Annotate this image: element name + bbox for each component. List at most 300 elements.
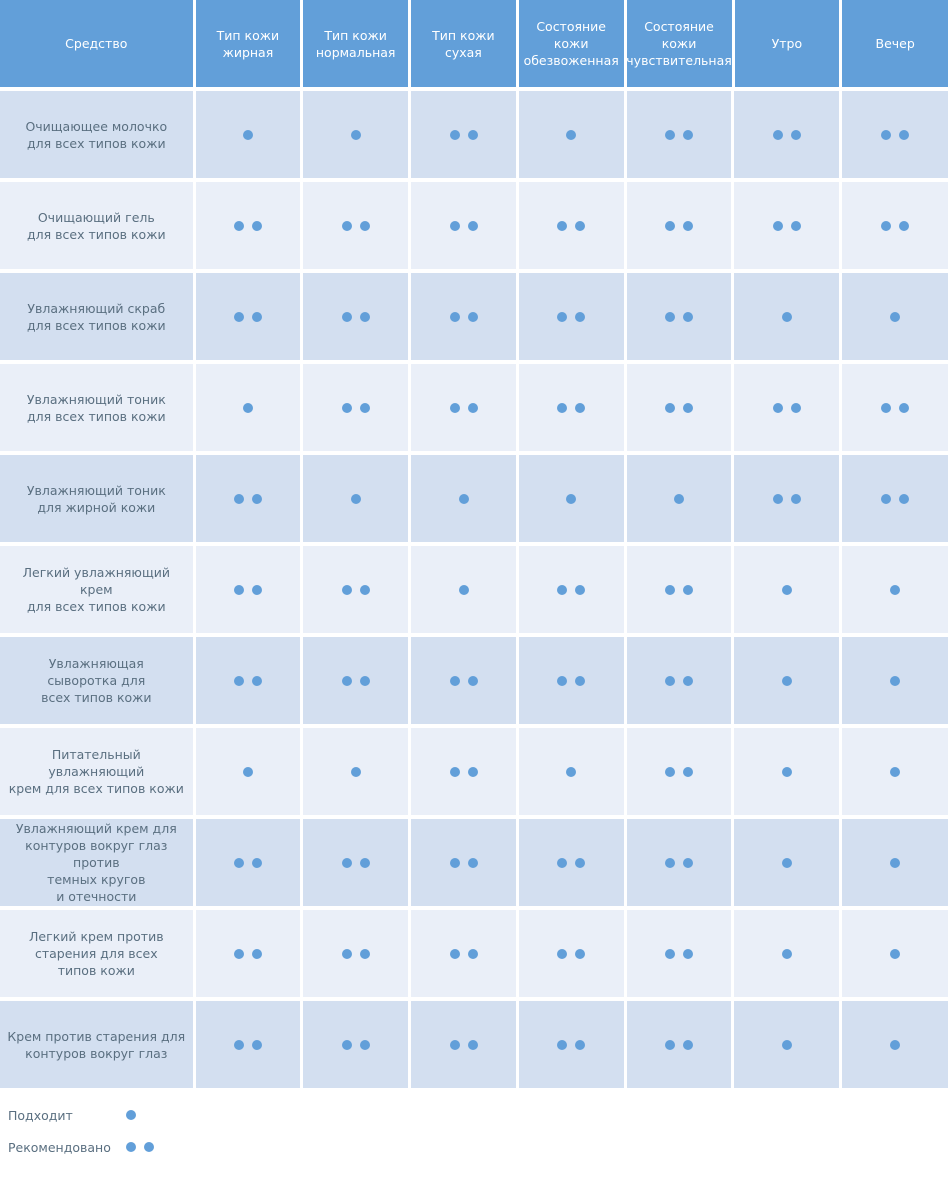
dot-icon bbox=[450, 676, 460, 686]
dot-icon bbox=[468, 767, 478, 777]
recommended-rating bbox=[234, 949, 262, 959]
rating-normal bbox=[303, 637, 408, 724]
dot-icon bbox=[791, 130, 801, 140]
dot-icon bbox=[252, 494, 262, 504]
dot-icon bbox=[791, 221, 801, 231]
product-name: Увлажняющий тоник для жирной кожи bbox=[0, 455, 193, 542]
legend-double-dot bbox=[126, 1142, 154, 1152]
dot-icon bbox=[342, 403, 352, 413]
dot-icon bbox=[665, 130, 675, 140]
recommended-rating bbox=[450, 949, 478, 959]
rating-dry bbox=[411, 910, 516, 997]
rating-normal bbox=[303, 819, 408, 906]
dot-icon bbox=[890, 949, 900, 959]
dot-icon bbox=[683, 767, 693, 777]
suitable-rating bbox=[351, 130, 361, 140]
dot-icon bbox=[342, 676, 352, 686]
dot-icon bbox=[234, 676, 244, 686]
recommended-rating bbox=[234, 312, 262, 322]
rating-morning bbox=[734, 910, 839, 997]
dot-icon bbox=[782, 767, 792, 777]
dot-icon bbox=[890, 1040, 900, 1050]
dot-icon bbox=[468, 221, 478, 231]
dot-icon bbox=[360, 858, 370, 868]
rating-sensitive bbox=[627, 910, 732, 997]
rating-oily bbox=[196, 728, 301, 815]
rating-sensitive bbox=[627, 637, 732, 724]
dot-icon bbox=[665, 676, 675, 686]
rating-dry bbox=[411, 728, 516, 815]
rating-oily bbox=[196, 182, 301, 269]
table-row bbox=[0, 910, 948, 997]
dot-icon bbox=[360, 676, 370, 686]
table-body bbox=[0, 91, 948, 1088]
rating-sensitive bbox=[627, 273, 732, 360]
rating-evening bbox=[842, 819, 948, 906]
dot-icon bbox=[575, 312, 585, 322]
rating-morning bbox=[734, 364, 839, 451]
suitable-rating bbox=[782, 585, 792, 595]
dot-icon bbox=[665, 858, 675, 868]
dot-icon bbox=[557, 949, 567, 959]
dot-icon bbox=[881, 494, 891, 504]
recommended-rating bbox=[665, 221, 693, 231]
dot-icon bbox=[342, 949, 352, 959]
dot-icon bbox=[234, 1040, 244, 1050]
dot-icon bbox=[468, 312, 478, 322]
recommended-rating bbox=[450, 767, 478, 777]
product-name: Легкий увлажняющий крем для всех типов кожи bbox=[0, 546, 193, 633]
dot-icon bbox=[665, 585, 675, 595]
legend-suitable-label: Подходит bbox=[8, 1107, 73, 1123]
product-name: Увлажняющий крем для контуров вокруг глаз против темных кругов и отечности bbox=[0, 819, 193, 906]
recommended-rating bbox=[234, 676, 262, 686]
dot-icon bbox=[575, 585, 585, 595]
rating-evening bbox=[842, 910, 948, 997]
rating-normal bbox=[303, 364, 408, 451]
dot-icon bbox=[881, 130, 891, 140]
dot-icon bbox=[144, 1142, 154, 1152]
dot-icon bbox=[126, 1142, 136, 1152]
dot-icon bbox=[252, 858, 262, 868]
recommended-rating bbox=[557, 949, 585, 959]
dot-icon bbox=[450, 858, 460, 868]
legend-recommended-label: Рекомендовано bbox=[8, 1139, 111, 1155]
suitable-rating bbox=[782, 858, 792, 868]
product-name: Очищающий гель для всех типов кожи bbox=[0, 182, 193, 269]
rating-evening bbox=[842, 455, 948, 542]
rating-evening bbox=[842, 182, 948, 269]
recommended-rating bbox=[665, 1040, 693, 1050]
product-name: Очищающее молочко для всех типов кожи bbox=[0, 91, 193, 178]
dot-icon bbox=[683, 585, 693, 595]
dot-icon bbox=[243, 403, 253, 413]
dot-icon bbox=[450, 130, 460, 140]
dot-icon bbox=[773, 221, 783, 231]
rating-morning bbox=[734, 182, 839, 269]
dot-icon bbox=[360, 221, 370, 231]
rating-morning bbox=[734, 637, 839, 724]
dot-icon bbox=[557, 858, 567, 868]
dot-icon bbox=[234, 494, 244, 504]
recommended-rating bbox=[342, 585, 370, 595]
table-row bbox=[0, 364, 948, 451]
recommended-rating bbox=[665, 767, 693, 777]
dot-icon bbox=[126, 1110, 136, 1120]
recommended-rating bbox=[665, 130, 693, 140]
dot-icon bbox=[557, 1040, 567, 1050]
legend-suitable bbox=[8, 1104, 154, 1126]
rating-dry bbox=[411, 273, 516, 360]
table-row bbox=[0, 1001, 948, 1088]
rating-oily bbox=[196, 273, 301, 360]
suitable-rating bbox=[566, 130, 576, 140]
recommended-rating bbox=[234, 494, 262, 504]
suitable-rating bbox=[243, 130, 253, 140]
dot-icon bbox=[459, 585, 469, 595]
recommended-rating bbox=[881, 221, 909, 231]
dot-icon bbox=[899, 494, 909, 504]
suitable-rating bbox=[566, 494, 576, 504]
dot-icon bbox=[468, 130, 478, 140]
recommended-rating bbox=[665, 858, 693, 868]
recommended-rating bbox=[773, 403, 801, 413]
recommended-rating bbox=[450, 1040, 478, 1050]
dot-icon bbox=[557, 403, 567, 413]
dot-icon bbox=[575, 676, 585, 686]
dot-icon bbox=[665, 1040, 675, 1050]
rating-sensitive bbox=[627, 819, 732, 906]
dot-icon bbox=[450, 949, 460, 959]
dot-icon bbox=[468, 1040, 478, 1050]
dot-icon bbox=[450, 403, 460, 413]
dot-icon bbox=[683, 130, 693, 140]
dot-icon bbox=[782, 676, 792, 686]
recommended-rating bbox=[557, 403, 585, 413]
recommended-rating bbox=[342, 676, 370, 686]
recommended-rating bbox=[342, 858, 370, 868]
suitable-rating bbox=[243, 767, 253, 777]
dot-icon bbox=[252, 312, 262, 322]
dot-icon bbox=[360, 585, 370, 595]
dot-icon bbox=[243, 130, 253, 140]
table-row bbox=[0, 273, 948, 360]
rating-evening bbox=[842, 637, 948, 724]
dot-icon bbox=[468, 858, 478, 868]
product-name: Легкий крем против старения для всех типов кожи bbox=[0, 910, 193, 997]
rating-oily bbox=[196, 455, 301, 542]
recommended-rating bbox=[665, 312, 693, 322]
rating-dehydrated bbox=[519, 910, 624, 997]
dot-icon bbox=[665, 949, 675, 959]
dot-icon bbox=[360, 949, 370, 959]
suitable-rating bbox=[890, 858, 900, 868]
dot-icon bbox=[683, 949, 693, 959]
suitable-rating bbox=[890, 767, 900, 777]
dot-icon bbox=[360, 1040, 370, 1050]
dot-icon bbox=[683, 221, 693, 231]
table-row bbox=[0, 819, 948, 906]
recommended-rating bbox=[881, 494, 909, 504]
dot-icon bbox=[683, 676, 693, 686]
recommended-rating bbox=[234, 221, 262, 231]
table-row bbox=[0, 546, 948, 633]
rating-oily bbox=[196, 1001, 301, 1088]
dot-icon bbox=[782, 1040, 792, 1050]
dot-icon bbox=[791, 403, 801, 413]
recommended-rating bbox=[665, 585, 693, 595]
dot-icon bbox=[782, 312, 792, 322]
dot-icon bbox=[575, 221, 585, 231]
recommended-rating bbox=[234, 858, 262, 868]
suitable-rating bbox=[459, 585, 469, 595]
suitable-rating bbox=[351, 494, 361, 504]
dot-icon bbox=[899, 403, 909, 413]
rating-normal bbox=[303, 91, 408, 178]
suitable-rating bbox=[890, 949, 900, 959]
header-dehydrated: Состояние кожи обезвоженная bbox=[519, 0, 624, 87]
rating-evening bbox=[842, 1001, 948, 1088]
recommended-rating bbox=[557, 676, 585, 686]
header-oily: Тип кожи жирная bbox=[196, 0, 301, 87]
suitable-rating bbox=[890, 585, 900, 595]
dot-icon bbox=[234, 221, 244, 231]
recommended-rating bbox=[557, 1040, 585, 1050]
recommended-rating bbox=[342, 949, 370, 959]
recommended-rating bbox=[450, 130, 478, 140]
dot-icon bbox=[773, 130, 783, 140]
product-name: Увлажняющий скраб для всех типов кожи bbox=[0, 273, 193, 360]
dot-icon bbox=[234, 858, 244, 868]
dot-icon bbox=[234, 312, 244, 322]
recommended-rating bbox=[881, 130, 909, 140]
dot-icon bbox=[360, 403, 370, 413]
product-name: Увлажняющая сыворотка для всех типов кожи bbox=[0, 637, 193, 724]
suitable-rating bbox=[782, 312, 792, 322]
dot-icon bbox=[450, 312, 460, 322]
dot-icon bbox=[360, 312, 370, 322]
dot-icon bbox=[557, 221, 567, 231]
rating-normal bbox=[303, 728, 408, 815]
rating-oily bbox=[196, 546, 301, 633]
rating-normal bbox=[303, 182, 408, 269]
suitable-rating bbox=[890, 1040, 900, 1050]
rating-morning bbox=[734, 819, 839, 906]
table-header bbox=[0, 0, 948, 87]
header-evening: Вечер bbox=[842, 0, 948, 87]
dot-icon bbox=[773, 494, 783, 504]
rating-normal bbox=[303, 910, 408, 997]
table-row bbox=[0, 728, 948, 815]
dot-icon bbox=[881, 403, 891, 413]
dot-icon bbox=[773, 403, 783, 413]
suitable-rating bbox=[890, 312, 900, 322]
rating-morning bbox=[734, 455, 839, 542]
rating-evening bbox=[842, 728, 948, 815]
rating-dehydrated bbox=[519, 455, 624, 542]
dot-icon bbox=[243, 767, 253, 777]
dot-icon bbox=[252, 1040, 262, 1050]
dot-icon bbox=[450, 767, 460, 777]
recommended-rating bbox=[342, 312, 370, 322]
rating-evening bbox=[842, 364, 948, 451]
rating-evening bbox=[842, 91, 948, 178]
product-name: Питательный увлажняющий крем для всех типов кожи bbox=[0, 728, 193, 815]
dot-icon bbox=[575, 1040, 585, 1050]
header-product: Средство bbox=[0, 0, 193, 87]
dot-icon bbox=[450, 1040, 460, 1050]
recommended-rating bbox=[773, 494, 801, 504]
rating-evening bbox=[842, 273, 948, 360]
suitable-rating bbox=[782, 1040, 792, 1050]
dot-icon bbox=[342, 312, 352, 322]
rating-morning bbox=[734, 546, 839, 633]
recommended-rating bbox=[665, 676, 693, 686]
dot-icon bbox=[234, 949, 244, 959]
rating-dehydrated bbox=[519, 91, 624, 178]
dot-icon bbox=[566, 494, 576, 504]
recommended-rating bbox=[557, 585, 585, 595]
dot-icon bbox=[782, 949, 792, 959]
rating-dry bbox=[411, 91, 516, 178]
dot-icon bbox=[342, 585, 352, 595]
rating-normal bbox=[303, 546, 408, 633]
header-morning: Утро bbox=[735, 0, 840, 87]
dot-icon bbox=[566, 767, 576, 777]
dot-icon bbox=[342, 858, 352, 868]
rating-dehydrated bbox=[519, 637, 624, 724]
dot-icon bbox=[351, 494, 361, 504]
rating-dry bbox=[411, 1001, 516, 1088]
dot-icon bbox=[468, 403, 478, 413]
dot-icon bbox=[252, 221, 262, 231]
dot-icon bbox=[557, 312, 567, 322]
recommended-rating bbox=[342, 1040, 370, 1050]
rating-sensitive bbox=[627, 182, 732, 269]
recommended-rating bbox=[450, 221, 478, 231]
dot-icon bbox=[890, 767, 900, 777]
rating-oily bbox=[196, 637, 301, 724]
rating-dehydrated bbox=[519, 1001, 624, 1088]
dot-icon bbox=[683, 403, 693, 413]
recommended-rating bbox=[557, 312, 585, 322]
rating-oily bbox=[196, 364, 301, 451]
table-row bbox=[0, 637, 948, 724]
dot-icon bbox=[252, 676, 262, 686]
rating-morning bbox=[734, 91, 839, 178]
header-normal: Тип кожи нормальная bbox=[303, 0, 408, 87]
dot-icon bbox=[557, 585, 567, 595]
rating-morning bbox=[734, 273, 839, 360]
dot-icon bbox=[575, 858, 585, 868]
recommended-rating bbox=[450, 858, 478, 868]
dot-icon bbox=[674, 494, 684, 504]
dot-icon bbox=[683, 1040, 693, 1050]
dot-icon bbox=[782, 585, 792, 595]
dot-icon bbox=[890, 585, 900, 595]
header-dry: Тип кожи сухая bbox=[411, 0, 516, 87]
recommended-rating bbox=[450, 312, 478, 322]
rating-sensitive bbox=[627, 728, 732, 815]
rating-oily bbox=[196, 819, 301, 906]
product-name: Крем против старения для контуров вокруг глаз bbox=[0, 1001, 193, 1088]
dot-icon bbox=[252, 949, 262, 959]
suitable-rating bbox=[566, 767, 576, 777]
dot-icon bbox=[899, 130, 909, 140]
table-row bbox=[0, 182, 948, 269]
recommended-rating bbox=[450, 403, 478, 413]
dot-icon bbox=[468, 676, 478, 686]
rating-morning bbox=[734, 1001, 839, 1088]
rating-dry bbox=[411, 455, 516, 542]
dot-icon bbox=[342, 221, 352, 231]
dot-icon bbox=[575, 403, 585, 413]
legend-single-dot bbox=[126, 1110, 136, 1120]
rating-dehydrated bbox=[519, 364, 624, 451]
dot-icon bbox=[890, 858, 900, 868]
legend-recommended bbox=[8, 1136, 154, 1158]
recommended-rating bbox=[557, 858, 585, 868]
rating-dry bbox=[411, 182, 516, 269]
rating-normal bbox=[303, 273, 408, 360]
rating-oily bbox=[196, 910, 301, 997]
dot-icon bbox=[450, 221, 460, 231]
dot-icon bbox=[890, 676, 900, 686]
dot-icon bbox=[351, 130, 361, 140]
product-name: Увлажняющий тоник для всех типов кожи bbox=[0, 364, 193, 451]
recommended-rating bbox=[557, 221, 585, 231]
rating-morning bbox=[734, 728, 839, 815]
rating-dry bbox=[411, 364, 516, 451]
rating-dry bbox=[411, 637, 516, 724]
recommended-rating bbox=[234, 1040, 262, 1050]
recommended-rating bbox=[881, 403, 909, 413]
dot-icon bbox=[665, 221, 675, 231]
suitable-rating bbox=[890, 676, 900, 686]
rating-dehydrated bbox=[519, 273, 624, 360]
suitable-rating bbox=[782, 676, 792, 686]
suitable-rating bbox=[351, 767, 361, 777]
dot-icon bbox=[899, 221, 909, 231]
table-row bbox=[0, 455, 948, 542]
recommended-rating bbox=[773, 130, 801, 140]
suitable-rating bbox=[459, 494, 469, 504]
dot-icon bbox=[351, 767, 361, 777]
recommended-rating bbox=[342, 403, 370, 413]
recommended-rating bbox=[665, 949, 693, 959]
dot-icon bbox=[683, 312, 693, 322]
suitable-rating bbox=[674, 494, 684, 504]
dot-icon bbox=[881, 221, 891, 231]
suitable-rating bbox=[243, 403, 253, 413]
rating-sensitive bbox=[627, 1001, 732, 1088]
header-sensitive: Состояние кожи чувствительная bbox=[627, 0, 732, 87]
recommended-rating bbox=[234, 585, 262, 595]
dot-icon bbox=[665, 403, 675, 413]
recommended-rating bbox=[342, 221, 370, 231]
dot-icon bbox=[234, 585, 244, 595]
rating-normal bbox=[303, 1001, 408, 1088]
rating-dehydrated bbox=[519, 728, 624, 815]
table-row bbox=[0, 91, 948, 178]
rating-dehydrated bbox=[519, 819, 624, 906]
recommended-rating bbox=[450, 676, 478, 686]
recommended-rating bbox=[773, 221, 801, 231]
rating-dry bbox=[411, 546, 516, 633]
legend bbox=[8, 1104, 154, 1168]
rating-dehydrated bbox=[519, 546, 624, 633]
rating-oily bbox=[196, 91, 301, 178]
